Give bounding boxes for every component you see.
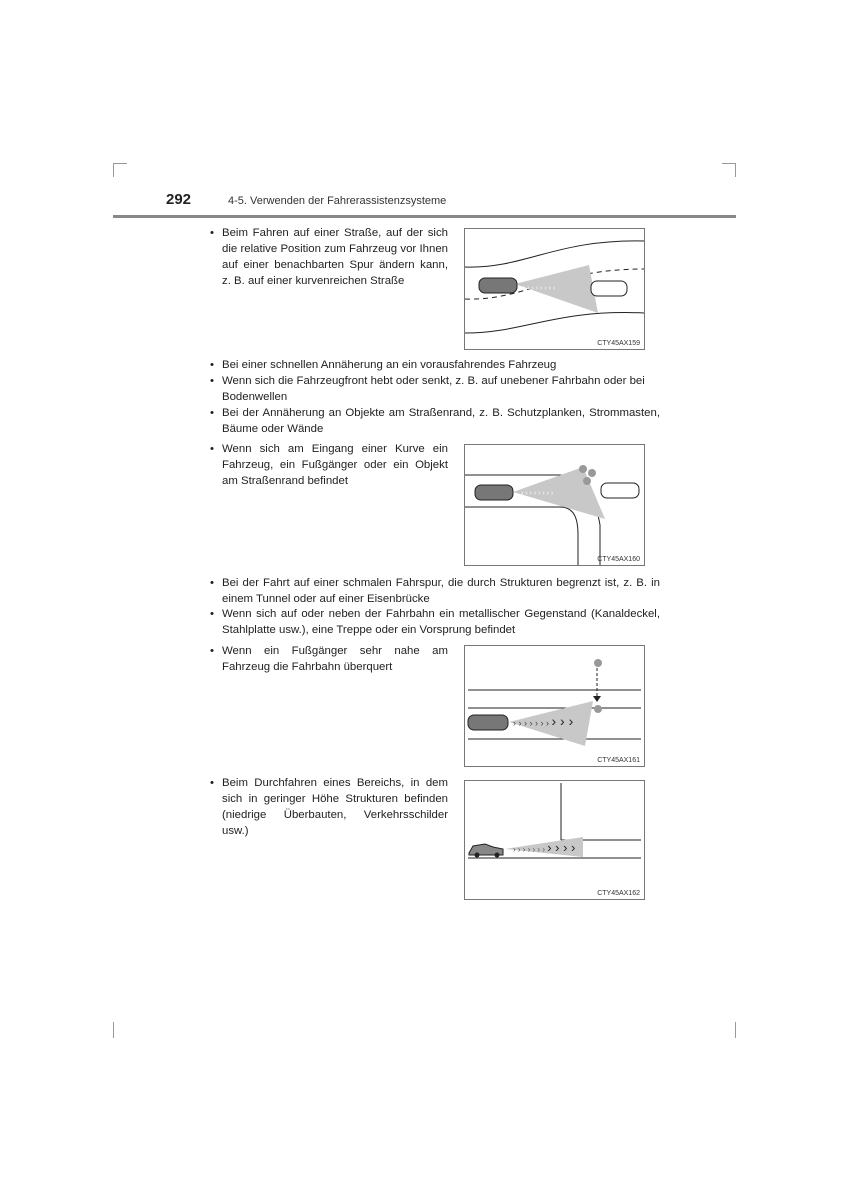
section-title: 4-5. Verwenden der Fahrerassistenzsysteme (228, 195, 447, 207)
item-text: Bei der Annäherung an Objekte am Straßenrand, z. B. Schutzplanken, Strommasten, Bäume oder Wände (222, 407, 660, 435)
crop-mark (722, 163, 736, 164)
svg-text:› › › › › › › ›: › › › › › › › › (523, 285, 556, 292)
list-item (210, 606, 660, 638)
illustration (465, 646, 644, 766)
bullet: • (210, 645, 214, 657)
item-text: Wenn ein Fußgänger sehr nahe am Fahrzeug die Fahrbahn überquert (222, 645, 448, 673)
figure-code: CTY45AX161 (597, 757, 640, 764)
figure-curvy-road (464, 228, 645, 350)
crop-mark (735, 1022, 736, 1038)
item-text: Wenn sich die Fahrzeugfront hebt oder senkt, z. B. auf unebener Fahrbahn oder bei Bodenwellen (222, 375, 645, 403)
bullet: • (210, 407, 214, 419)
list-item (210, 405, 660, 437)
item-text: Bei einer schnellen Annäherung an ein vorausfahrendes Fahrzeug (222, 359, 557, 371)
figure-pedestrian-crossing (464, 645, 645, 767)
item-text: Bei der Fahrt auf einer schmalen Fahrspur, die durch Strukturen begrenzt ist, z. B. in einem Tunnel oder auf einer Eisenbrücke (222, 577, 660, 605)
list-item (210, 373, 660, 405)
illustration (465, 229, 644, 349)
page-number: 292 (166, 191, 192, 208)
bullet: • (210, 443, 214, 455)
list-item (210, 643, 448, 675)
bullet: • (210, 777, 214, 789)
list-item (210, 441, 448, 489)
list-item (210, 775, 448, 839)
svg-text:› › › › › › › › › ›: › › › › › › › › › › (513, 713, 574, 729)
bullet: • (210, 227, 214, 239)
bullet: • (210, 375, 214, 387)
figure-low-structures (464, 780, 645, 900)
item-text: Beim Fahren auf einer Straße, auf der sich die relative Position zum Fahrzeug vor Ihnen auf einer benachbarten Spur ändern kann, z. B. auf einer kurvenreichen Straße (222, 227, 448, 287)
bullet: • (210, 577, 214, 589)
bullet: • (210, 359, 214, 371)
figure-curve-entrance (464, 444, 645, 566)
list-item (210, 357, 660, 373)
crop-mark (113, 163, 127, 164)
figure-code: CTY45AX159 (597, 340, 640, 347)
crop-mark (735, 163, 736, 177)
item-text: Beim Durchfahren eines Bereichs, in dem sich in geringer Höhe Strukturen befinden (niedrige Überbauten, Verkehrsschilder usw.) (222, 777, 448, 837)
figure-code: CTY45AX160 (597, 556, 640, 563)
svg-text:› › › › › › › › › › ›: › › › › › › › › › › › (513, 840, 576, 855)
list-item (210, 225, 448, 289)
list-item (210, 575, 660, 607)
header-rule (113, 215, 736, 218)
bullet: • (210, 608, 214, 620)
figure-code: CTY45AX162 (597, 890, 640, 897)
item-text: Wenn sich auf oder neben der Fahrbahn ein metallischer Gegenstand (Kanaldeckel, Stahlplatte usw.), eine Treppe oder ein Vorsprung befindet (222, 608, 660, 636)
crop-mark (113, 163, 114, 177)
item-text: Wenn sich am Eingang einer Kurve ein Fahrzeug, ein Fußgänger oder ein Objekt am Straßenrand befindet (222, 443, 448, 487)
illustration (465, 781, 644, 899)
crop-mark (113, 1022, 114, 1038)
illustration (465, 445, 644, 565)
svg-text:› › › › › › › ›: › › › › › › › › (521, 490, 554, 497)
